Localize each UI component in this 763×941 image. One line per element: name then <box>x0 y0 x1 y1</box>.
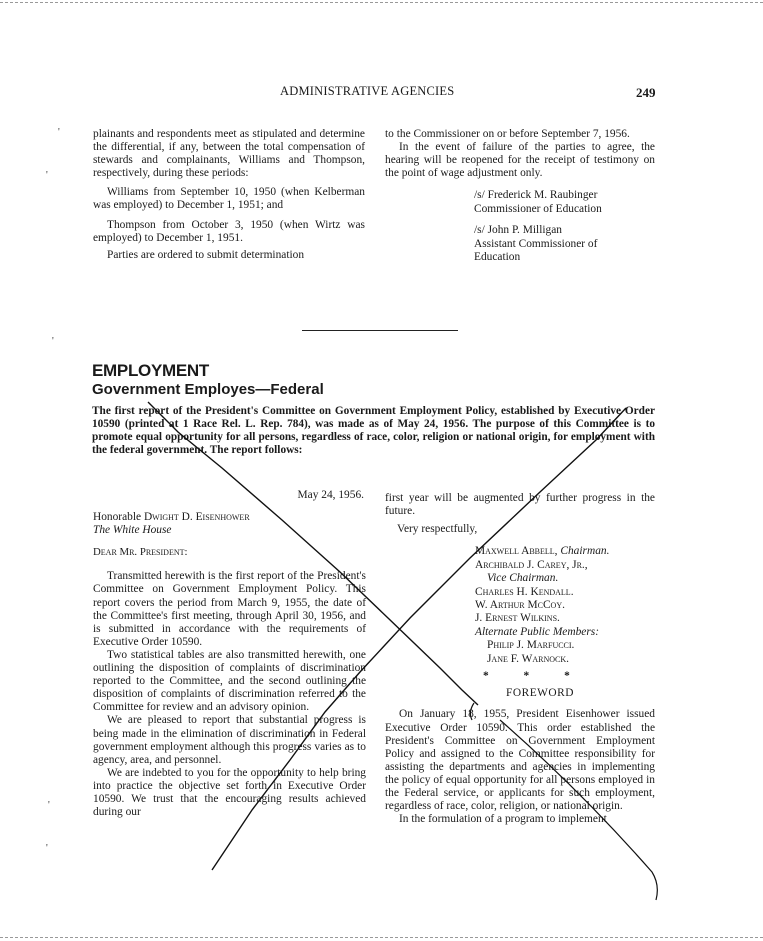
paragraph: Thompson from October 3, 1950 (when Wirtz was employed) to December 1, 1951. <box>93 218 365 244</box>
paragraph: first year will be augmented by further progress in the future. <box>385 492 655 518</box>
addressee-name: Dwight D. Eisenhower <box>143 511 250 524</box>
paragraph: In the formulation of a program to implement <box>399 813 607 826</box>
signature-name: /s/ Frederick M. Raubinger <box>474 189 598 202</box>
letter-date: May 24, 1956. <box>297 489 364 501</box>
member: W. Arthur McCoy. <box>475 598 565 611</box>
signature-title: Commissioner of Education <box>474 202 602 215</box>
paragraph: Williams from September 10, 1950 (when Kelberman was employed) to December 1, 1951; and <box>93 186 365 212</box>
paragraph: Two statistical tables are also transmitted herewith, one outlining the disposition of complaints of discrimination reported to the Committee, and the second outlining the disposition of complaints of discrimination referred to the Committee for review and an advisory opinion. <box>93 648 366 714</box>
signature-name: /s/ John P. Milligan <box>474 224 562 237</box>
margin-mark: ' <box>46 843 48 854</box>
strike-line-foreword <box>500 720 657 900</box>
member: Maxwell Abbell, Chairman. <box>475 545 610 558</box>
paragraph: plainants and respondents meet as stipulated and determine the differential, if any, between the total compensation of stewards and complainants, Williams and Thompson, respectively, during these periods: <box>93 128 365 180</box>
section-intro: The first report of the President's Committee on Government Employment Policy, established by Executive Order 10590 (printed at 1 Race Rel. L. Rep. 784), was made as of May 24, 1956. The purpose of this Committee is to promote equal opportunity for all persons, regardless of race, color, religion or national origin, for employment with the federal government. The report follows: <box>92 405 655 456</box>
closing: Very respectfully, <box>397 523 478 536</box>
margin-mark: ' <box>52 336 54 347</box>
addressee-place: The White House <box>93 524 172 537</box>
signature-title: Assistant Commissioner of <box>474 237 598 250</box>
strike-line-left <box>148 402 478 705</box>
paragraph: In the event of failure of the parties to agree, the hearing will be reopened for the receipt of testimony on the point of wage adjustment only. <box>385 141 655 180</box>
section-title: EMPLOYMENT <box>92 361 209 380</box>
signature-title: Education <box>474 251 521 263</box>
running-head: ADMINISTRATIVE AGENCIES <box>280 84 455 98</box>
member: J. Ernest Wilkins. <box>475 612 560 625</box>
paragraph: to the Commissioner on or before September 7, 1956. <box>385 128 630 140</box>
separator-stars: * * * <box>483 669 586 682</box>
margin-mark: ' <box>46 170 48 181</box>
paragraph: On January 18, 1955, President Eisenhower issued Executive Order 10590. This order established the President's Committee on Government Employment Policy and assigned to the Committee responsibility for assisting the departments and agencies in implementing the policy of equal opportunity for all persons employed in the Federal service, or applicants for such employment, regardless of race, color, religion, or national origin. <box>385 708 655 813</box>
paragraph: Transmitted herewith is the first report of the President's Committee on Government Employment Policy. This report covers the period from March 9, 1955, the date of the Committee's first meeting, through April 30, 1956, and is submitted in accordance with the requirements of Executive Order 10590. <box>93 570 366 648</box>
paragraph: We are indebted to you for the opportunity to help bring into practice the objective set forth in Executive Order 10590. We trust that the encouraging results achieved during our <box>93 766 366 819</box>
page-number: 249 <box>636 85 656 100</box>
section-subtitle: Government Employes—Federal <box>92 381 324 398</box>
strike-hook <box>470 703 474 720</box>
foreword-title: FOREWORD <box>506 687 574 700</box>
member-role: Vice Chairman. <box>487 572 559 585</box>
paragraph: We are pleased to report that substantial progress is being made in the elimination of discrimination in Federal government employment although this progress varies as to agency, area, and personnel. <box>93 714 366 766</box>
strike-line-right <box>212 408 626 870</box>
alternate-member: Philip J. Marfucci. <box>487 639 575 652</box>
margin-mark: ' <box>48 800 50 811</box>
alternates-label: Alternate Public Members: <box>475 625 599 638</box>
member: Archibald J. Carey, Jr., <box>475 558 588 571</box>
member: Charles H. Kendall. <box>475 585 574 598</box>
paragraph: Parties are ordered to submit determination <box>107 248 305 261</box>
alternate-member: Jane F. Warnock. <box>487 652 570 665</box>
salutation: Dear Mr. President: <box>93 546 188 559</box>
margin-mark: ' <box>58 127 60 138</box>
addressee-prefix: Honorable <box>93 511 142 524</box>
